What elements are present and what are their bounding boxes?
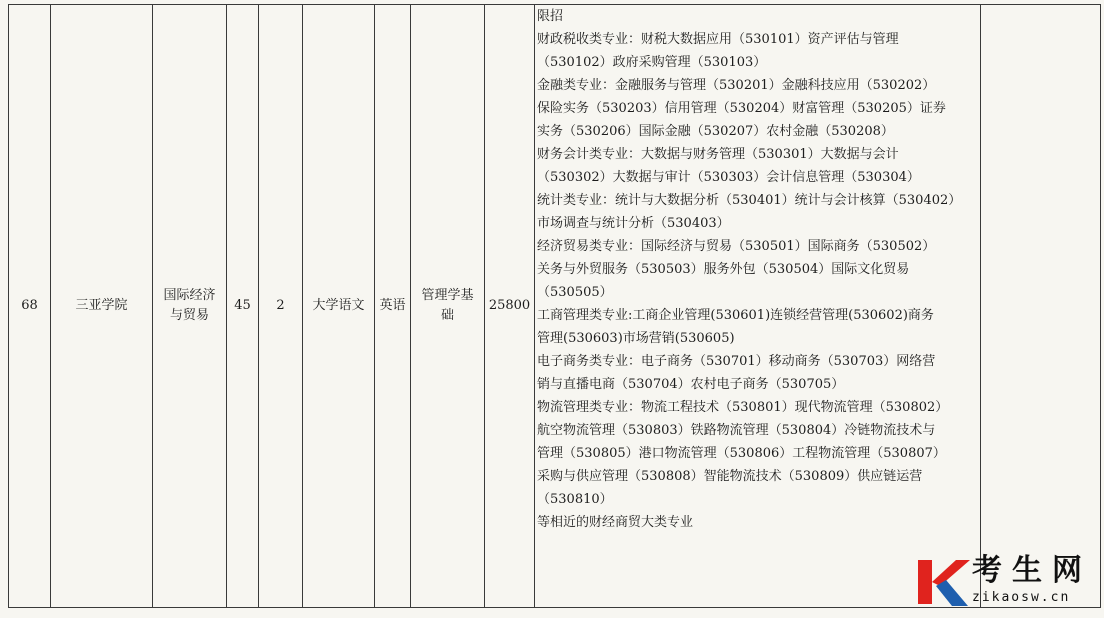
tuition-amount: 25800 bbox=[488, 298, 531, 313]
remark-line: 工商管理类专业:工商企业管理(530601)连锁经营管理(530602)商务 bbox=[537, 308, 934, 323]
remark-line: 管理（530805）港口物流管理（530806）工程物流管理（530807） bbox=[537, 446, 946, 461]
major-line-1: 国际经济 bbox=[163, 288, 216, 303]
remark-line: 限招 bbox=[537, 9, 564, 24]
watermark-logo bbox=[914, 552, 1094, 610]
plan-cell bbox=[227, 5, 259, 608]
remark-line: （530302）大数据与审计（530303）会计信息管理（530304） bbox=[537, 170, 920, 185]
remark-line: 等相近的财经商贸大类专业 bbox=[537, 515, 694, 530]
tuition-cell bbox=[485, 5, 535, 608]
subject3-cell bbox=[411, 5, 485, 608]
remark-line: （530505） bbox=[537, 285, 613, 300]
remark-line: 市场调查与统计分析（530403） bbox=[537, 216, 730, 231]
remark-line: 财务会计类专业：大数据与财务管理（530301）大数据与会计 bbox=[537, 147, 899, 162]
remarks-cell bbox=[535, 5, 981, 608]
remark-line: 采购与供应管理（530808）智能物流技术（530809）供应链运营 bbox=[537, 469, 923, 484]
remark-line: 保险实务（530203）信用管理（530204）财富管理（530205）证券 bbox=[537, 101, 946, 116]
k-logo-icon bbox=[916, 556, 970, 608]
remark-line: 关务与外贸服务（530503）服务外包（530504）国际文化贸易 bbox=[537, 262, 910, 277]
school-cell bbox=[51, 5, 153, 608]
major-line-2: 与贸易 bbox=[169, 308, 209, 323]
remark-line: 实务（530206）国际金融（530207）农村金融（530208） bbox=[537, 124, 894, 139]
subject1-cell bbox=[303, 5, 375, 608]
seq-number: 68 bbox=[21, 298, 38, 313]
watermark-url: zikaosw.cn bbox=[972, 590, 1071, 605]
study-years: 2 bbox=[276, 298, 285, 313]
remark-line: （530810） bbox=[537, 492, 613, 507]
years-cell bbox=[259, 5, 303, 608]
remark-line: 财政税收类专业：财税大数据应用（530101）资产评估与管理 bbox=[537, 32, 899, 47]
remark-line: （530102）政府采购管理（530103） bbox=[537, 55, 767, 70]
remark-line: 金融类专业：金融服务与管理（530201）金融科技应用（530202） bbox=[537, 78, 936, 93]
table-row bbox=[9, 5, 1101, 608]
remark-line: 电子商务类专业：电子商务（530701）移动商务（530703）网络营 bbox=[537, 354, 936, 369]
watermark-title: 考生网 bbox=[972, 553, 1092, 588]
remark-line: 统计类专业：统计与大数据分析（530401）统计与会计核算（530402） bbox=[537, 193, 962, 208]
remark-line: 物流管理类专业：物流工程技术（530801）现代物流管理（530802） bbox=[537, 400, 949, 415]
exam-subject-3-line-1: 管理学基 bbox=[421, 288, 474, 303]
remark-line: 管理(530603)市场营销(530605) bbox=[537, 331, 735, 346]
exam-subject-2: 英语 bbox=[379, 298, 406, 313]
seq-cell bbox=[9, 5, 51, 608]
remark-line: 销与直播电商（530704）农村电子商务（530705） bbox=[537, 377, 845, 392]
note-cell bbox=[981, 5, 1101, 608]
subject2-cell bbox=[375, 5, 411, 608]
plan-count: 45 bbox=[234, 298, 251, 313]
remark-line: 航空物流管理（530803）铁路物流管理（530804）冷链物流技术与 bbox=[537, 423, 936, 438]
exam-subject-3-line-2: 础 bbox=[440, 308, 454, 323]
school-name: 三亚学院 bbox=[75, 298, 128, 313]
remark-line: 经济贸易类专业：国际经济与贸易（530501）国际商务（530502） bbox=[537, 239, 936, 254]
admission-table bbox=[8, 4, 1101, 608]
exam-subject-1: 大学语文 bbox=[312, 298, 365, 313]
major-cell bbox=[153, 5, 227, 608]
